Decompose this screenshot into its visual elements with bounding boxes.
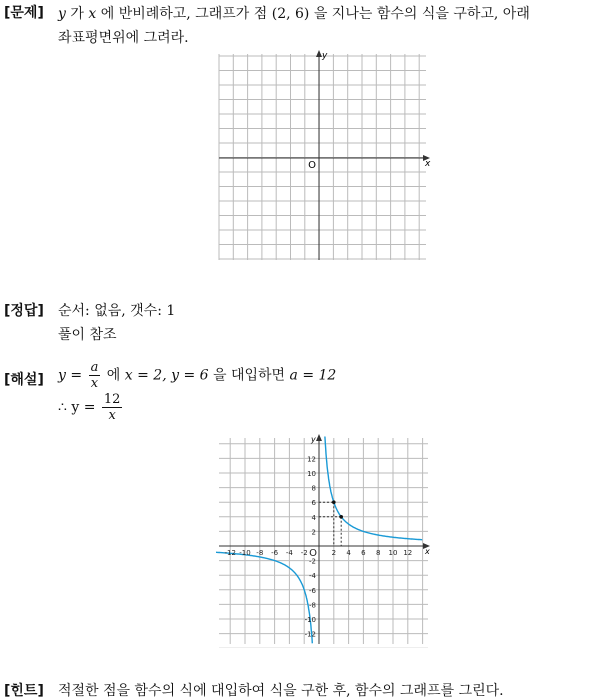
hyperbola-graph (216, 434, 434, 648)
y-tick-label: -8 (309, 601, 316, 610)
x-tick-label: 10 (388, 549, 398, 557)
y-tick-label: 4 (311, 513, 316, 522)
y-tick-label: -12 (304, 630, 316, 639)
x-tick-label: 6 (361, 549, 366, 557)
x-tick-label: 4 (346, 549, 351, 557)
y-tick-label: -6 (309, 586, 316, 595)
answer-line1: 순서: 없음, 갯수: 1 (58, 303, 176, 319)
explanation-line2 (58, 392, 124, 423)
x-tick-label: -2 (300, 549, 308, 557)
x-tick-label: O (309, 548, 317, 559)
fraction-12-over-x (102, 392, 123, 423)
x-tick-label: 8 (375, 549, 381, 557)
y-tick-label: -10 (304, 616, 316, 624)
explanation-text-part: 에 (106, 367, 125, 384)
x-axis-label: x (425, 159, 431, 169)
y-tick-label: -4 (309, 572, 316, 581)
x-tick-label: 12 (403, 549, 413, 557)
origin-label: O (308, 160, 316, 171)
x-axis-label: x (425, 547, 430, 556)
x-tick-label: -8 (256, 549, 264, 557)
fraction-denominator: x (90, 376, 99, 391)
x-tick-label: -6 (271, 549, 279, 557)
y-tick-label: 2 (311, 528, 316, 537)
y-tick-label: 10 (307, 470, 316, 478)
var-y: y (58, 6, 66, 22)
hint-text: 적절한 점을 함수의 식에 대입하여 식을 구한 후, 함수의 그래프를 그린다. (58, 683, 504, 699)
explanation-label: [해설] (4, 372, 44, 388)
var-y: y (58, 367, 66, 384)
therefore-expression: ∴ y = (58, 399, 96, 416)
blank-coordinate-grid (216, 50, 434, 264)
fraction-numerator: 12 (103, 392, 121, 407)
x-tick-label: -10 (239, 549, 251, 557)
explanation-values: x = 2, y = 6 (124, 367, 209, 384)
x-tick-label: -4 (285, 549, 293, 557)
x-tick-label: -12 (224, 549, 236, 557)
problem-text-part: 에 반비례하고, 그래프가 점 (2, 6) 을 지나는 함수의 식을 구하고, 아래 (96, 6, 530, 22)
problem-label: [문제] (4, 5, 44, 21)
highlighted-point (339, 515, 343, 519)
y-arrow-icon (316, 434, 322, 441)
answer-line2: 풀이 참조 (58, 327, 117, 343)
y-tick-label: 6 (311, 499, 316, 508)
fraction-a-over-x (89, 360, 101, 391)
hint-label: [힌트] (4, 683, 44, 699)
y-axis-label: y (322, 51, 328, 61)
y-tick-label: 8 (311, 484, 316, 493)
fraction-denominator: x (108, 408, 116, 423)
explanation-line1 (58, 360, 336, 391)
y-tick-label: -2 (309, 557, 316, 566)
problem-text-line2: 좌표평면위에 그려라. (58, 30, 189, 46)
explanation-text-part: 을 대입하면 (208, 367, 290, 384)
y-tick-label: 12 (307, 455, 316, 464)
var-x: x (88, 6, 97, 22)
equals-sign: = (70, 367, 83, 384)
explanation-result: a = 12 (289, 367, 337, 384)
highlighted-point (332, 500, 336, 504)
problem-text-part: 가 (65, 6, 89, 22)
answer-label: [정답] (4, 303, 44, 319)
problem-text-line1 (58, 3, 530, 23)
fraction-numerator: a (90, 360, 99, 375)
y-axis-label: y (311, 435, 316, 444)
x-tick-label: 2 (331, 549, 337, 557)
